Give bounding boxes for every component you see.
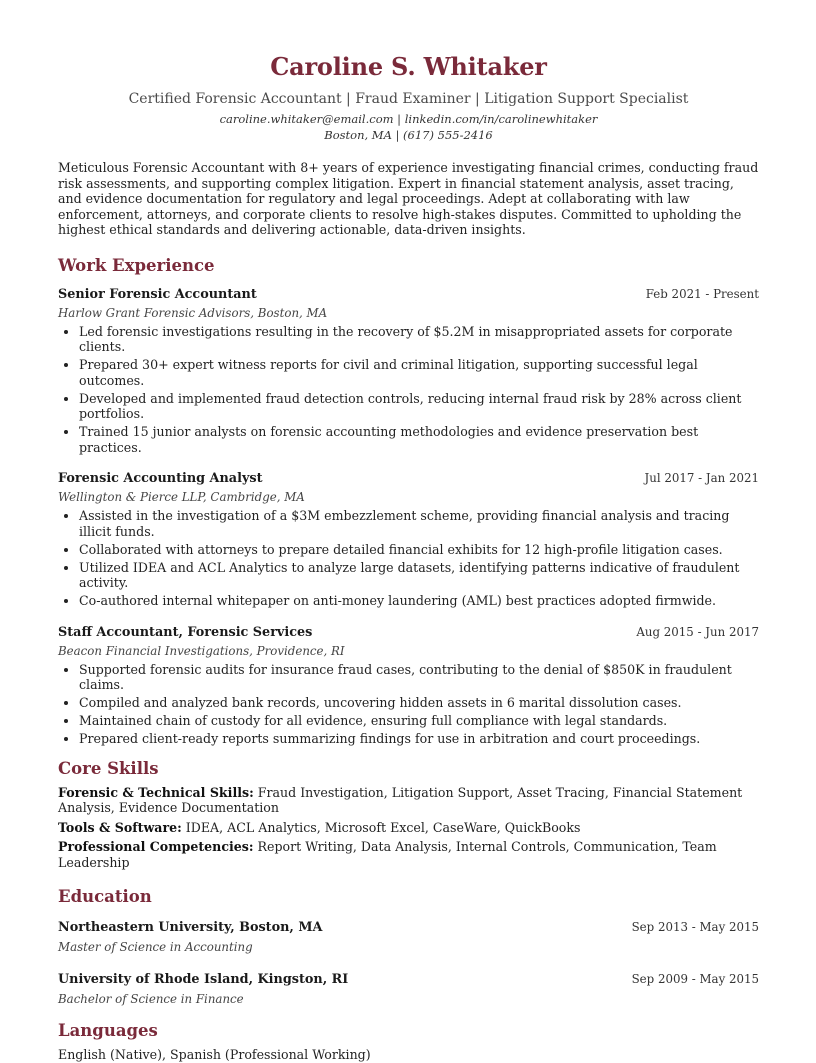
bullet-item: • Utilized IDEA and ACL Analytics to analyze large datasets, identifying patterns indicative of fraudulent activity. [79, 560, 759, 591]
bullet-item: • Co-authored internal whitepaper on anti-money laundering (AML) best practices adopted firmwide. [79, 593, 759, 609]
education-entry [58, 918, 759, 956]
skill-value: Report Writing, Data Analysis, Internal Controls, Communication, Team Leadership [58, 839, 717, 870]
languages-list: English (Native), Spanish (Professional Working) [58, 1047, 371, 1062]
job-company: Beacon Financial Investigations, Providence, RI [58, 643, 345, 658]
job-bullets [58, 324, 759, 456]
bullet-item: • Led forensic investigations resulting in the recovery of $5.2M in misappropriated assets for corporate clients. [79, 324, 759, 355]
bullet-item: • Prepared 30+ expert witness reports for civil and criminal litigation, supporting successful legal outcomes. [79, 357, 759, 388]
skill-line [58, 839, 759, 870]
skills-block [58, 785, 759, 871]
school-name: University of Rhode Island, Kingston, RI [58, 972, 349, 987]
job-header [58, 469, 759, 488]
bullet-item: • Prepared client-ready reports summarizing findings for use in arbitration and court proceedings. [79, 731, 759, 747]
contact-email-linkedin: caroline.whitaker@email.com | linkedin.com/in/carolinewhitaker [219, 112, 598, 126]
skill-label: Forensic & Technical Skills: [58, 784, 254, 800]
education-dates: Sep 2013 - May 2015 [631, 920, 759, 934]
skill-line [58, 820, 759, 836]
job-dates: Feb 2021 - Present [645, 286, 759, 301]
skill-label: Professional Competencies: [58, 839, 254, 854]
bullet-item: • Collaborated with attorneys to prepare detailed financial exhibits for 12 high-profile litigation cases. [79, 542, 759, 558]
school-name: Northeastern University, Boston, MA [58, 920, 323, 935]
job-company: Harlow Grant Forensic Advisors, Boston, MA [58, 305, 328, 320]
bullet-item: • Developed and implemented fraud detection controls, reducing internal fraud risk by 28% across client portfolios. [79, 391, 759, 422]
job-entry [58, 469, 759, 609]
skill-value: IDEA, ACL Analytics, Microsoft Excel, CaseWare, QuickBooks [181, 819, 581, 835]
contact-location-phone: Boston, MA | (617) 555-2416 [324, 127, 493, 142]
skill-value: Fraud Investigation, Litigation Support, Asset Tracing, Financial Statement Analysis, Evidence Documentation [58, 784, 743, 815]
job-dates: Aug 2015 - Jun 2017 [636, 624, 759, 639]
job-title: Forensic Accounting Analyst [58, 471, 263, 486]
job-entry [58, 623, 759, 747]
bullet-item: • Maintained chain of custody for all evidence, ensuring full compliance with legal standards. [79, 713, 759, 729]
resume-page [58, 52, 759, 1063]
skill-line [58, 785, 759, 816]
skill-label: Tools & Software: [58, 819, 182, 835]
job-title: Senior Forensic Accountant [58, 286, 257, 302]
bullet-item: • Supported forensic audits for insurance fraud cases, contributing to the denial of $850K in fraudulent claims. [79, 662, 759, 693]
job-header [58, 285, 759, 304]
job-title: Staff Accountant, Forensic Services [58, 624, 313, 640]
candidate-name: Caroline S. Whitaker [270, 52, 547, 81]
job-company: Wellington & Pierce LLP, Cambridge, MA [58, 490, 305, 504]
section-title-work-experience: Work Experience [58, 255, 215, 275]
job-bullets [58, 662, 759, 747]
job-entry [58, 285, 759, 456]
education-dates: Sep 2009 - May 2015 [631, 972, 759, 986]
contact-info [58, 112, 759, 143]
section-title-core-skills: Core Skills [58, 758, 159, 778]
job-header [58, 623, 759, 642]
education-header [58, 970, 759, 989]
education-header [58, 918, 759, 937]
education-entry [58, 970, 759, 1008]
job-dates: Jul 2017 - Jan 2021 [644, 471, 759, 485]
degree: Bachelor of Science in Finance [58, 992, 244, 1006]
professional-summary: Meticulous Forensic Accountant with 8+ years of experience investigating financial crimes, conducting fraud risk assessments, and supporting complex litigation. Expert in financial statement analysis, asset tracing, and evidence documentation for regulatory and legal proceedings. Adept at collaborating with law enforcement, attorneys, and corporate clients to resolve high-stakes disputes. Committed to upholding the highest ethical standards and delivering actionable, data-driven insights. [58, 160, 759, 237]
section-title-languages: Languages [58, 1021, 158, 1040]
section-title-education: Education [58, 887, 152, 906]
degree: Master of Science in Accounting [58, 940, 253, 954]
bullet-item: • Trained 15 junior analysts on forensic accounting methodologies and evidence preservation best practices. [79, 424, 759, 455]
bullet-item: • Assisted in the investigation of a $3M embezzlement scheme, providing financial analysis and tracing illicit funds. [79, 508, 759, 539]
job-bullets [58, 508, 759, 609]
headline: Certified Forensic Accountant | Fraud Examiner | Litigation Support Specialist [128, 91, 689, 107]
bullet-item: • Compiled and analyzed bank records, uncovering hidden assets in 6 marital dissolution cases. [79, 695, 759, 711]
